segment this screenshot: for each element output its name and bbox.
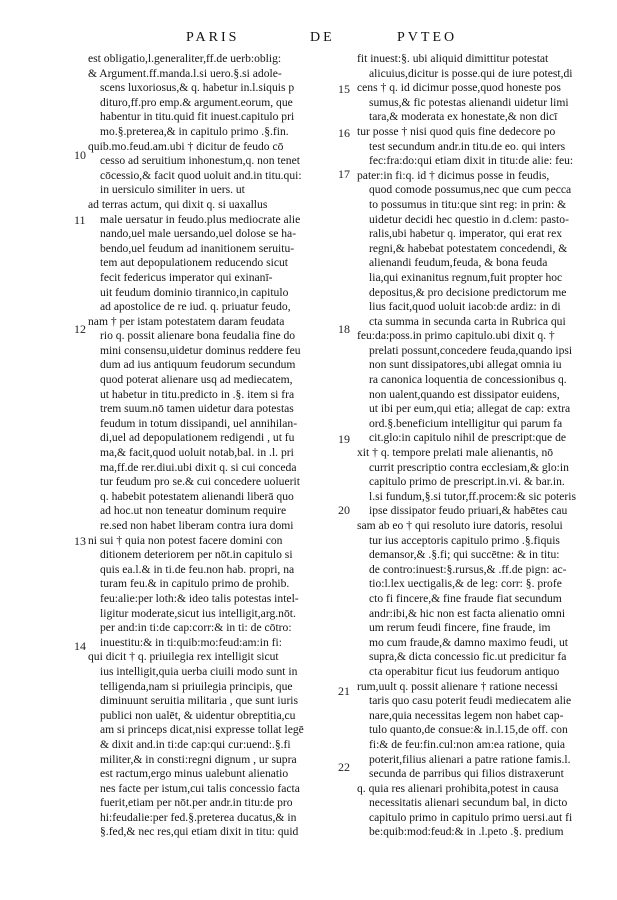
text-line: ra canonica loquentia de concessionibus q. bbox=[369, 373, 567, 387]
text-line: habentur in titu.quid fit inuest.capitulo pri bbox=[100, 110, 295, 124]
left-margin-number: 13 bbox=[74, 534, 86, 548]
text-line: dum ad ius antiquum feudorum secundum bbox=[100, 358, 296, 372]
text-line: cta operabitur ficut ius feudorum antiquo bbox=[369, 664, 560, 678]
right-margin-number: 22 bbox=[338, 760, 350, 774]
text-line: pater:in fi:q. id † dicimus posse in feudis, bbox=[357, 168, 550, 182]
running-head-middle: DE bbox=[310, 30, 335, 45]
text-line: bendo,uel feudum ad inanitionem seruitu- bbox=[100, 241, 295, 255]
left-margin-number: 11 bbox=[74, 213, 86, 227]
text-line: poterit,filius alienari a patre ratione famis.l. bbox=[369, 752, 571, 766]
text-line: hi:feudalie:per fed.§.preterea ducatus,& in bbox=[100, 810, 297, 824]
right-margin-number: 20 bbox=[338, 503, 350, 517]
text-line: q. quia res alienari prohibita,potest in causa bbox=[357, 781, 559, 795]
text-line: telligenda,nam si priuilegia principis, que bbox=[100, 679, 293, 693]
text-line: quib.mo.feud.am.ubi † dicitur de feudo cō bbox=[88, 139, 284, 153]
text-line: per and:in ti:de cap:corr:& in ti: de cōtro: bbox=[100, 621, 292, 635]
text-line: trem suum.nō tamen uidetur dara potestas bbox=[100, 402, 294, 416]
text-line: um rerum feudi fincere, fine fraude, im bbox=[369, 621, 551, 635]
text-line: publici non ualēt, & uidentur obreptitia,cu bbox=[100, 708, 296, 722]
text-line: l.si fundum,§.si tutor,ff.procem:& sic poteris bbox=[369, 489, 577, 503]
text-line: cesso ad seruitium inhonestum,q. non tenet bbox=[100, 154, 300, 168]
text-line: to possumus in titu:que sint reg: in prin: & bbox=[369, 197, 567, 211]
text-line: lia,qui exinanitus regnum,fuit propter hoc bbox=[369, 270, 563, 284]
text-line: quod comode possumus,nec que cum pecca bbox=[369, 183, 572, 197]
text-line: lius facit,quod uoluit iacob:de ardiz: in di bbox=[369, 300, 561, 314]
text-line: in uersiculo similiter in uers. ut bbox=[100, 183, 245, 197]
right-margin-number: 15 bbox=[338, 82, 350, 96]
text-line: nam † per istam potestatem daram feudata bbox=[88, 314, 285, 328]
text-line: capitulo primo in capitulo primo uersi.aut fi bbox=[369, 810, 573, 824]
text-line: §.fed,& nec res,qui etiam dixit in titu: quid bbox=[100, 825, 299, 839]
text-line: quod poterat alienare usq ad mediecatem, bbox=[100, 373, 293, 387]
text-line: capitulo primo de prescript.in.vi. & bar.in. bbox=[369, 475, 565, 489]
left-margin-number: 10 bbox=[74, 148, 86, 162]
text-line: fit inuest:§. ubi aliquid dimittitur potestat bbox=[357, 52, 549, 65]
text-line: regni,& habebat potestatem concedendi, & bbox=[369, 241, 568, 255]
text-line: tur posse † nisi quod quis fine dedecore po bbox=[357, 124, 556, 138]
text-line: cto fi fincere,& fine fraude fiat secundum bbox=[369, 591, 562, 605]
text-line: xit † q. tempore prelati male alienantis, nō bbox=[357, 446, 554, 460]
text-line: necessitatis alienari secundum bal, in dicto bbox=[369, 796, 568, 810]
text-line: prelati possunt,concedere feuda,quando ipsi bbox=[369, 343, 573, 357]
text-line: am si princeps dicat,nisi expresse tollat legē bbox=[100, 723, 304, 737]
text-line: di,uel ad depopulationem redigendi , ut fu bbox=[100, 431, 295, 445]
left-margin-number: 12 bbox=[74, 322, 86, 336]
text-line: q. habebit potestatem alienandi liberā quo bbox=[100, 489, 294, 503]
text-line: quis ea.l.& in ti.de feu.non hab. propri, na bbox=[100, 562, 295, 576]
text-line: non sunt dissipatores,ubi allegat omnia iu bbox=[369, 358, 562, 372]
text-line: fuerit,etiam per nōt.per andr.in titu:de pro bbox=[100, 796, 293, 810]
text-line: & Argument.ff.manda.l.si uero.§.si adole- bbox=[88, 66, 282, 80]
text-line: mo.§.preterea,& in capitulo primo .§.fin. bbox=[100, 124, 289, 138]
text-line: & dixit and.in ti:de cap:qui cur:uend:.§.fi bbox=[100, 737, 291, 751]
text-line: cens † q. id dicimur posse,quod honeste pos bbox=[357, 81, 561, 95]
left-margin-number: 14 bbox=[74, 639, 86, 653]
right-margin-number: 19 bbox=[338, 432, 350, 446]
text-line: alienandi feudum,feuda, & bona feuda bbox=[369, 256, 548, 270]
text-line: ipse dissipator feudo priuari,& habētes cau bbox=[369, 504, 568, 518]
text-line: currit prescriptio contra ecclesiam,& glo:in bbox=[369, 460, 569, 474]
text-line: ord.§.beneficium intelligitur qui parum fa bbox=[369, 416, 563, 430]
text-line: mini consensu,uidetur dominus reddere feu bbox=[100, 343, 301, 357]
text-line: est ractum,ergo minus ualebunt alienatio bbox=[100, 767, 289, 781]
text-line: tio:l.lex uectigalis,& de leg: corr: §. profe bbox=[369, 577, 562, 591]
text-line: uidetur decidi hec questio in d.clem: pasto- bbox=[369, 212, 569, 226]
text-line: cta summa in secunda carta in Rubrica qui bbox=[369, 314, 566, 328]
text-line: male uersatur in feudo.plus mediocrate alie bbox=[100, 212, 301, 226]
text-line: alicuius,dicitur is posse.qui de iure potest,di bbox=[369, 66, 573, 80]
text-line: tem aut depopulationem reducendo sicut bbox=[100, 256, 289, 270]
text-line: militer,& in consti:regni dignum , ur supra bbox=[100, 752, 297, 766]
left-text-column bbox=[88, 52, 334, 840]
text-line: supra,& dicta concessio fic.ut predicitur fa bbox=[369, 650, 567, 664]
text-line: sam ab eo † qui resoluto iure datoris, resolui bbox=[357, 519, 563, 532]
text-line: cōcessio,& facit quod uoluit and.in titu.qui: bbox=[100, 168, 302, 182]
text-line: fec:fra:do:qui etiam dixit in titu:de alie: feu: bbox=[369, 154, 574, 168]
text-line: secunda de parribus qui filios distraxerunt bbox=[369, 767, 564, 781]
right-margin-number: 21 bbox=[338, 684, 350, 698]
right-margin-number: 17 bbox=[338, 167, 350, 181]
text-line: re.sed non habet liberam contra iura domi bbox=[100, 519, 294, 532]
text-line: rum,uult q. possit alienare † ratione necessi bbox=[357, 679, 558, 693]
text-line: tara,& moderata ex honestate,& non dicī bbox=[369, 110, 558, 124]
text-line: test secundum andr.in titu.de eo. qui inters bbox=[369, 139, 566, 153]
text-line: ius intelligit,quia uerba ciuili modo sunt in bbox=[100, 664, 298, 678]
text-line: ni sui † quia non potest facere domini con bbox=[88, 533, 283, 547]
right-margin-number: 16 bbox=[338, 126, 350, 140]
running-head bbox=[0, 30, 617, 50]
text-line: feudum in totum dissipandi, uel annihilan- bbox=[100, 416, 298, 430]
text-line: ad apostolice de re iud. q. priuatur feudo, bbox=[100, 300, 291, 314]
text-line: nando,uel male uersando,uel dolose se ha- bbox=[100, 227, 297, 241]
text-line: ralis,ubi habetur q. imperator, qui erat rex bbox=[369, 227, 563, 241]
text-line: demansor,& .§.fi; qui succētne: & in titu: bbox=[369, 548, 560, 562]
text-line: uit feudum dominio tirannico,in capitulo bbox=[100, 285, 289, 299]
running-head-left: PARIS bbox=[186, 30, 240, 45]
text-line: ditionem deteriorem per nōt.in capitulo si bbox=[100, 548, 293, 562]
text-line: tulo quanto,de consue:& in.l.15,de off. con bbox=[369, 723, 568, 737]
text-line: nare,quia necessitas legem non habet cap- bbox=[369, 708, 564, 722]
text-line: scens luxoriosus,& q. habetur in.l.siquis p bbox=[100, 81, 295, 95]
text-line: diminuunt seruitia militaria , que sunt iuris bbox=[100, 694, 299, 708]
text-line: ad terras actum, qui dixit q. si uaxallus bbox=[88, 197, 268, 211]
text-line: est obligatio,l.generaliter,ff.de uerb:oblig: bbox=[88, 52, 282, 65]
text-line: ut ibi per eum,qui etia; allegat de cap: extra bbox=[369, 402, 571, 416]
text-line: ma,& facit,quod uoluit notab,bal. in .l. pri bbox=[100, 446, 294, 460]
text-line: mo cum fraude,& damno maximo feudi, ut bbox=[369, 635, 568, 649]
text-line: qui dicit † q. priuilegia rex intelligit sicut bbox=[88, 650, 279, 664]
text-line: ligitur moderate,sicut ius intelligit,arg.nōt. bbox=[100, 606, 296, 620]
text-line: ut habetur in titu.predicto in .§. item si fra bbox=[100, 387, 295, 401]
text-line: taris quo casu poterit feudi mediecatem alie bbox=[369, 694, 572, 708]
text-line: ma,ff.de rer.diui.ubi dixit q. si cui conceda bbox=[100, 460, 297, 474]
text-line: de contro:inuest:§.rursus,& .ff.de pign: ac- bbox=[369, 562, 567, 576]
text-line: cit.glo:in capitulo nihil de prescript:que de bbox=[369, 431, 567, 445]
text-line: fecit federicus imperator qui exinanī- bbox=[100, 270, 273, 284]
text-line: feu:da:poss.in primo capitulo.ubi dixit q. † bbox=[357, 329, 555, 343]
text-line: nes facte per istum,cui talis concessio facta bbox=[100, 781, 300, 795]
text-line: dituro,ff.pro emp.& argument.eorum, que bbox=[100, 95, 293, 109]
text-line: sumus,& fic potestas alienandi uidetur limi bbox=[369, 95, 569, 109]
text-line: inuestitu:& in ti:quib:mo:feud:am:in fi: bbox=[100, 635, 282, 649]
text-line: fi:& de feu:fin.cul:non am:ea ratione, quia bbox=[369, 737, 566, 751]
text-line: rio q. possit alienare bona feudalia fine do bbox=[100, 329, 296, 343]
running-head-right: PVTEO bbox=[397, 30, 458, 45]
text-line: turam feu.& in capitulo primo de prohib. bbox=[100, 577, 290, 591]
right-margin-number: 18 bbox=[338, 322, 350, 336]
text-line: andr:ibi,& hic non est facta alienatio omni bbox=[369, 606, 566, 620]
text-line: tur ius acceptoris capitulo primo .§.fiquis bbox=[369, 533, 560, 547]
text-line: feu:alie:per loth:& ideo talis potestas intel- bbox=[100, 591, 299, 605]
text-line: be:quib:mod:feud:& in .l.peto .§. predium bbox=[369, 825, 564, 839]
right-text-column bbox=[357, 52, 605, 840]
text-line: non ualent,quando est dissipator euidens, bbox=[369, 387, 560, 401]
text-line: tur feudum pro se.& cui concedere uoluerit bbox=[100, 475, 300, 489]
text-line: depositus,& pro decisione predictorum me bbox=[369, 285, 567, 299]
text-line: ad hoc.ut non teneatur dominum require bbox=[100, 504, 287, 518]
